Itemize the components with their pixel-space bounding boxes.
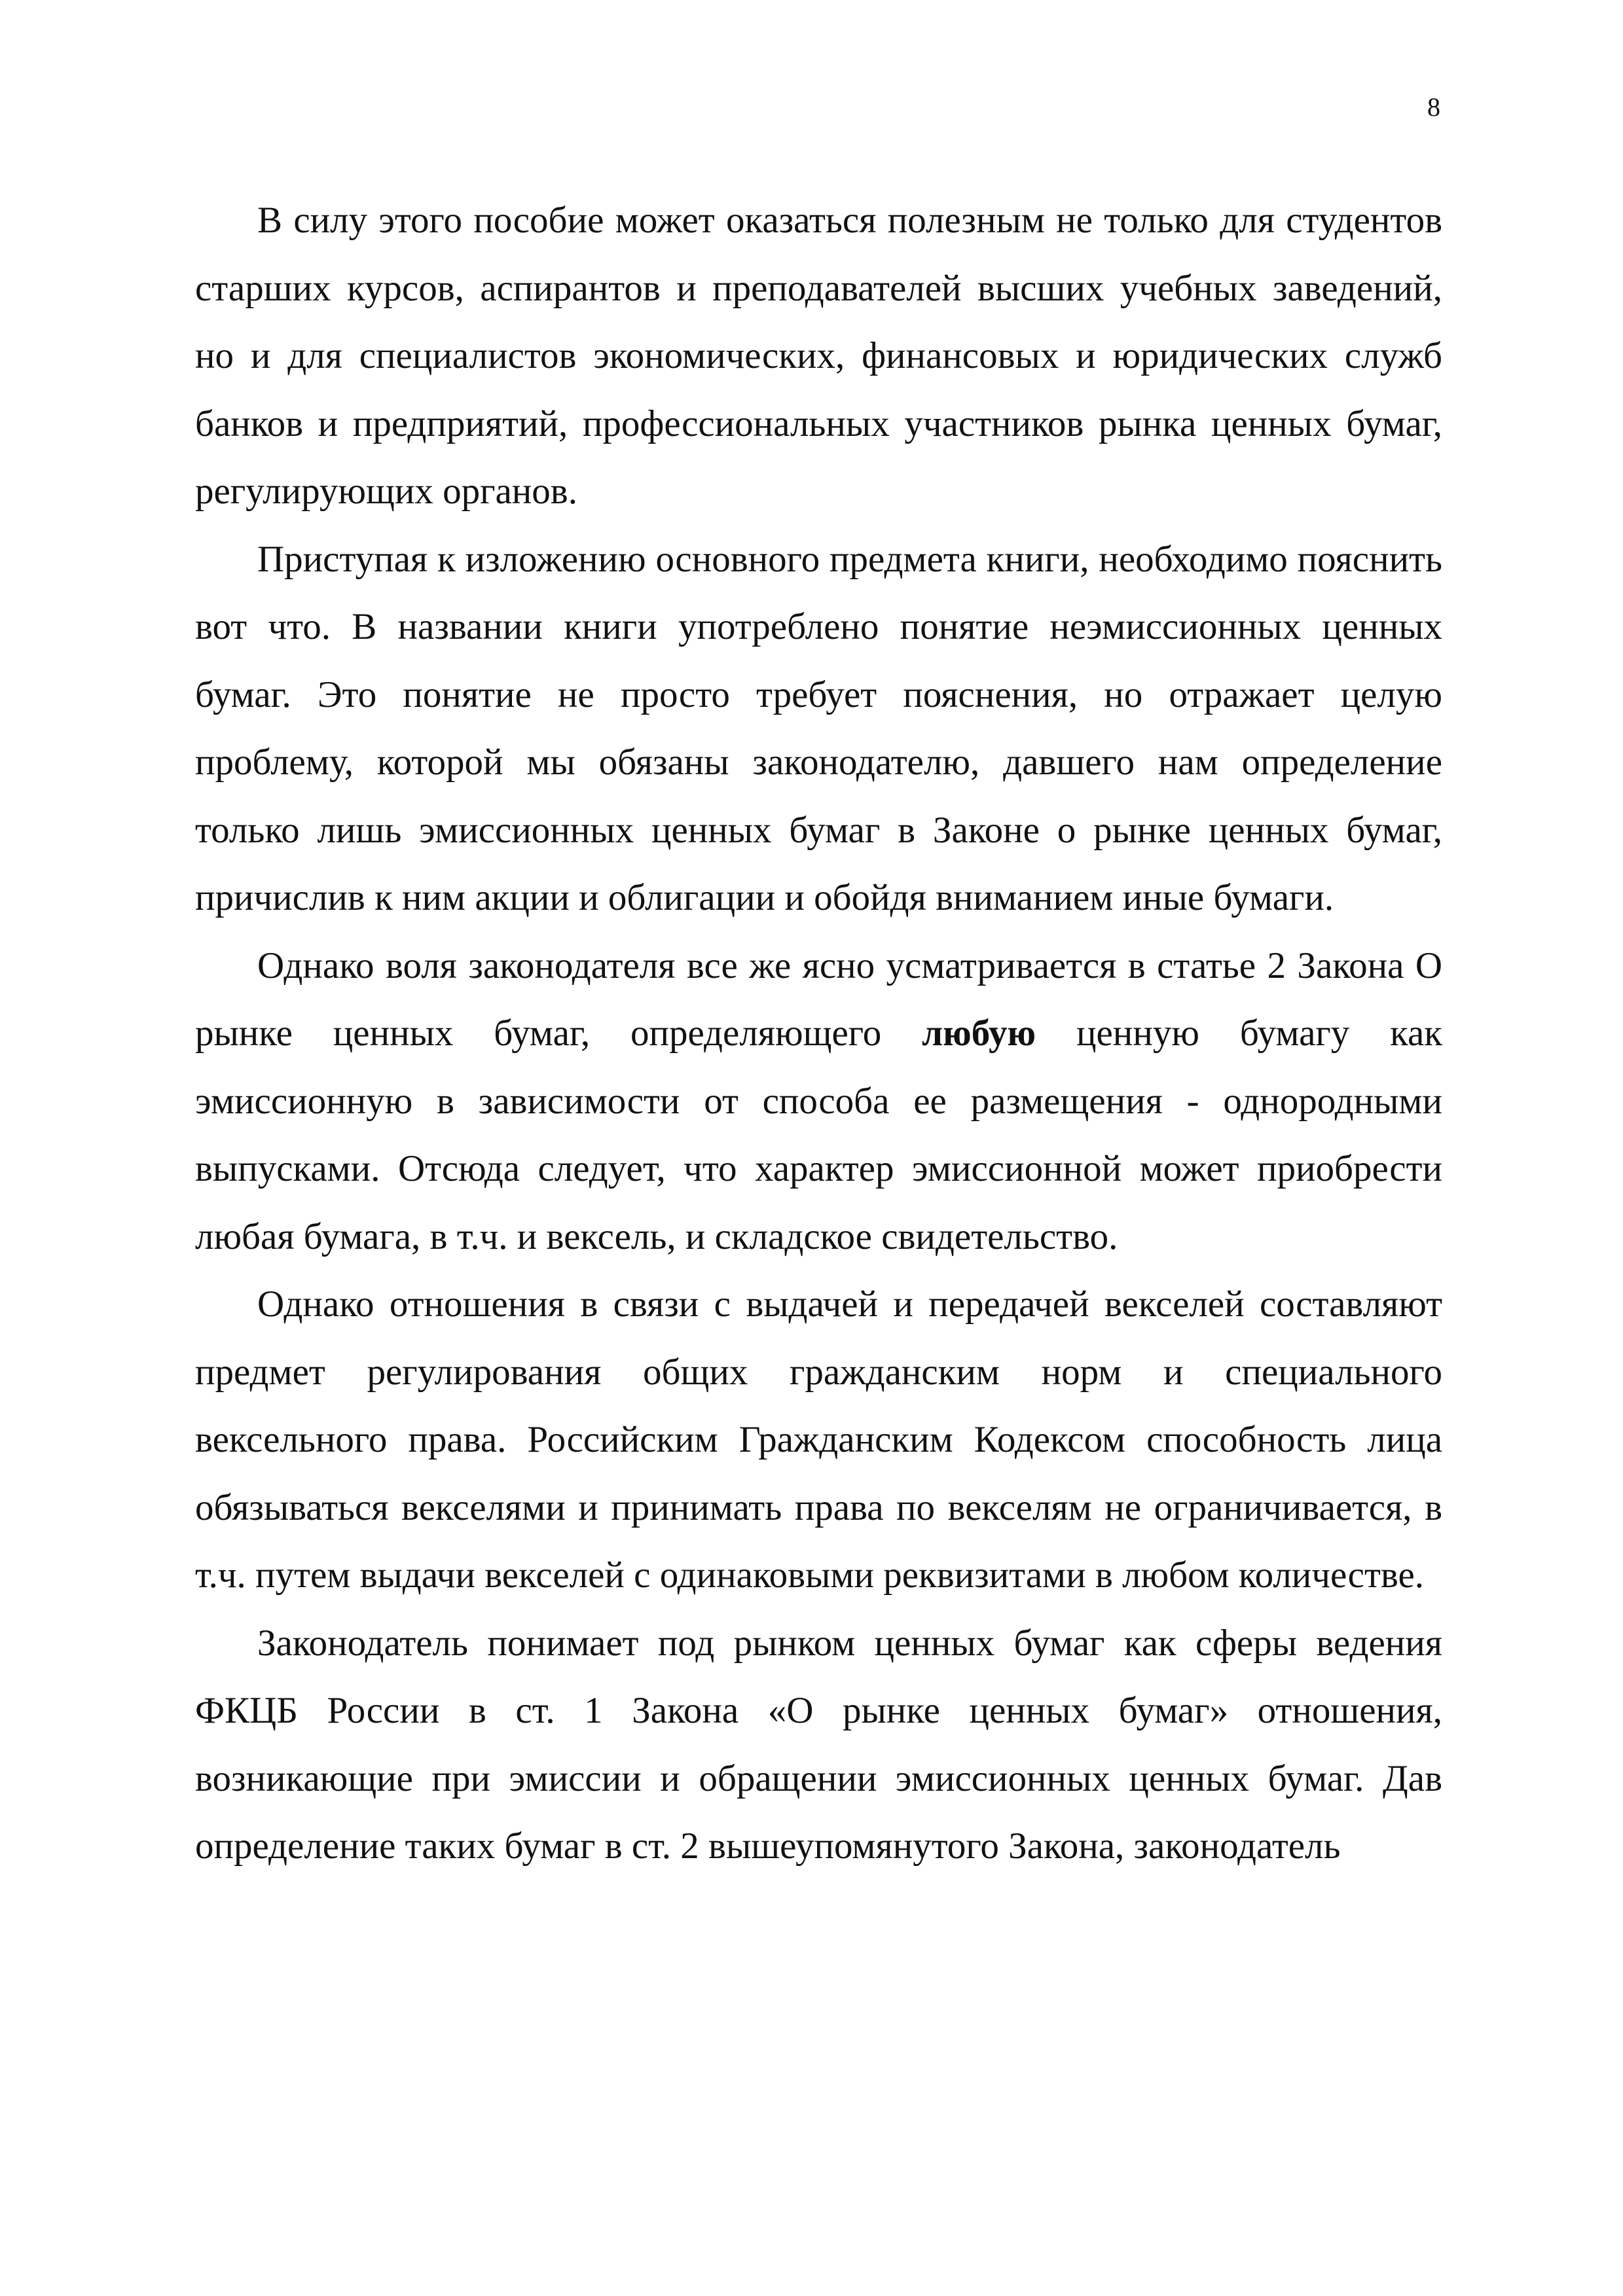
- paragraph-3-text-before: Однако воля законодателя все же ясно усматривается в статье 2 Закона О рынке ценных бумаг, определяющего: [195, 944, 1442, 1054]
- paragraph-5: Законодатель понимает под рынком ценных бумаг как сферы ведения ФКЦБ России в ст. 1 Закона «О рынке ценных бумаг» отношения, возникающие при эмиссии и обращении эмиссионных ценных бумаг. Дав определение таких бумаг в ст. 2 вышеупомянутого Закона, законодатель: [195, 1622, 1442, 1867]
- body-text: [195, 187, 1442, 1880]
- page-number: 8: [1427, 92, 1440, 122]
- paragraph-2: Приступая к изложению основного предмета книги, необходимо пояснить вот что. В названии книги употреблено понятие неэмиссионных ценных бумаг. Это понятие не просто требует пояснения, но отражает целую проблему, которой мы обязаны законодателю, давшего нам определение только лишь эмиссионных ценных бумаг в Законе о рынке ценных бумаг, причислив к ним акции и облигации и обойдя вниманием иные бумаги.: [195, 538, 1442, 918]
- paragraph-3: [195, 932, 1442, 1271]
- paragraph-3-text-after: ценную бумагу как эмиссионную в зависимости от способа ее размещения - однородными выпусками. Отсюда следует, что характер эмиссионной может приобрести любая бумага, в т.ч. и вексель, и складское свидетельство.: [195, 1013, 1442, 1257]
- paragraph-4: Однако отношения в связи с выдачей и передачей векселей составляют предмет регулирования общих гражданским норм и специального вексельного права. Российским Гражданским Кодексом способность лица обязываться векселями и принимать права по векселям не ограничивается, в т.ч. путем выдачи векселей с одинаковыми реквизитами в любом количестве.: [195, 1283, 1442, 1596]
- paragraph-3-bold-word: любую: [922, 1013, 1036, 1054]
- paragraph-1: В силу этого пособие может оказаться полезным не только для студентов старших курсов, аспирантов и преподавателей высших учебных заведений, но и для специалистов экономических, финансовых и юридических служб банков и предприятий, профессиональных участников рынка ценных бумаг, регулирующих органов.: [195, 200, 1442, 512]
